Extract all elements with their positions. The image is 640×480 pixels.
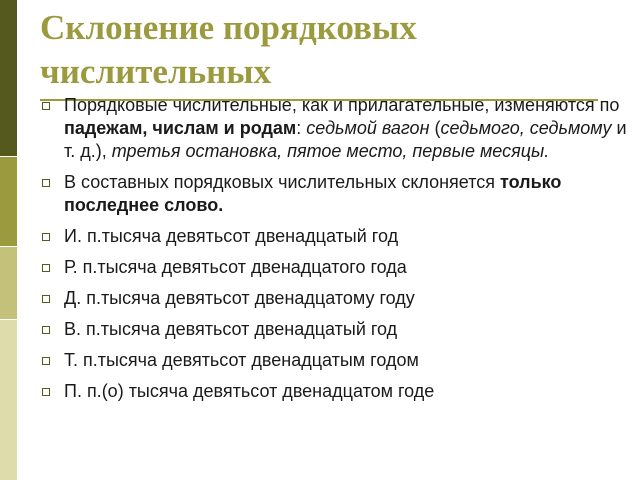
- example-italic: третья остановка, пятое место, первые месяцы.: [111, 141, 550, 161]
- list-item-text: [64, 381, 434, 401]
- example-italic: седьмого, седьмому: [440, 118, 612, 138]
- list-item: [40, 318, 630, 341]
- square-bullet-icon: [42, 295, 50, 303]
- text-run: и т. д.),: [64, 118, 627, 161]
- text-run: И. п.тысяча девятьсот двенадцатый год: [64, 226, 399, 246]
- list-item-text: [64, 350, 419, 370]
- example-italic: седьмой вагон: [306, 118, 430, 138]
- list-item: [40, 171, 630, 217]
- list-item: [40, 225, 630, 248]
- list-item: [40, 94, 630, 163]
- sidebar-segment-light: [0, 247, 17, 319]
- square-bullet-icon: [42, 233, 50, 241]
- list-item-text: [64, 95, 627, 161]
- text-run: П. п.(о) тысяча девятьсот двенадцатом годе: [64, 381, 435, 401]
- text-run: :: [296, 118, 307, 138]
- list-item-text: [64, 226, 398, 246]
- emphasis-bold: падежам, числам и родам: [64, 118, 297, 138]
- bullet-list: [40, 94, 630, 411]
- square-bullet-icon: [42, 388, 50, 396]
- list-item-text: [64, 172, 561, 215]
- sidebar-segment-medium: [0, 157, 17, 246]
- square-bullet-icon: [42, 179, 50, 187]
- emphasis-bold: только последнее слово.: [64, 172, 562, 215]
- text-run: Порядковые числительные, как и прилагательные, изменяются по: [64, 95, 620, 115]
- list-item-text: [64, 288, 415, 308]
- square-bullet-icon: [42, 102, 50, 110]
- text-run: Р. п.тысяча девятьсот двенадцатого года: [64, 257, 407, 277]
- list-item: [40, 287, 630, 310]
- square-bullet-icon: [42, 326, 50, 334]
- list-item-text: [64, 319, 397, 339]
- square-bullet-icon: [42, 264, 50, 272]
- text-run: В. п.тысяча девятьсот двенадцатый год: [64, 319, 398, 339]
- text-run: (: [429, 118, 441, 138]
- sidebar-segment-dark: [0, 0, 17, 156]
- sidebar-segment-lightest: [0, 320, 17, 480]
- sidebar-accent-bar: [0, 0, 17, 480]
- square-bullet-icon: [42, 357, 50, 365]
- list-item: [40, 380, 630, 403]
- slide-title: Склонение порядковых числительных: [40, 8, 417, 91]
- list-item: [40, 349, 630, 372]
- text-run: Д. п.тысяча девятьсот двенадцатому году: [64, 288, 415, 308]
- list-item-text: [64, 257, 407, 277]
- list-item: [40, 256, 630, 279]
- text-run: В составных порядковых числительных склоняется: [64, 172, 501, 192]
- text-run: Т. п.тысяча девятьсот двенадцатым годом: [64, 350, 419, 370]
